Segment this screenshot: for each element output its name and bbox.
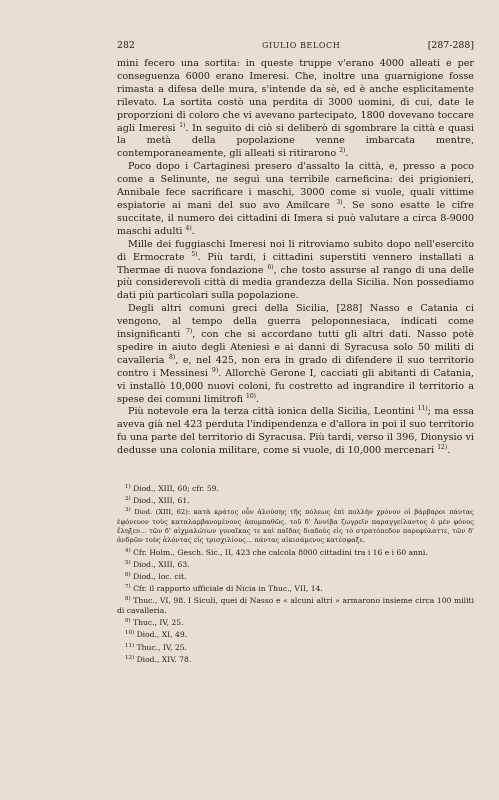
footnote: [117, 582, 474, 594]
text-run: , che tosto assurse al rango di una delle più considerevoli città di media grandezza della Sicilia. Non possediamo dati più particolari sulla popolazione.: [117, 264, 475, 302]
footnote: [117, 653, 474, 665]
text-run: , con che si accordano tutti gli altri dati. Nasso potè spedire in aiuto degli Ateniesi e ai danni di Syracusa solo 50 militi di cavalleria: [117, 329, 474, 366]
footnote-ref[interactable]: 2): [339, 147, 346, 155]
text-run: .: [191, 225, 195, 237]
footnote-mark: 11): [125, 642, 135, 649]
text-run: Poco dopo i Cartaginesi presero d'assalto la città, e, presso a poco come a Selinunte, ne seguì una terribile carneficina: dei prigionieri, Annibale fece sacrificare i maschi, 3000 come si vuole, quali vittime espiatorie ai mani del suo avo Amilcare: [117, 161, 474, 211]
text-run: , e, nel 425, non era in grado di difendere il suo territorio contro i Messinesi: [117, 354, 474, 379]
text-run: ; ma essa aveva già nel 423 perduta l'indipendenza e d'allora in poi il suo territorio fu una parte del territorio di Syracusa. Più tardi, verso il 396, Dionysio vi dedusse una colonia militare, come si vuole, di 10,000 mercenari: [117, 406, 474, 457]
footnote-text: Thuc., IV, 25.: [130, 618, 184, 628]
footnote-ref[interactable]: 11): [417, 405, 428, 413]
text-run: mini fecero una sortita: in queste truppe v'erano 4000 alleati e per conseguenza 6000 erano Imeresi. Che, inoltre una guarnigione fosse rimasta a difesa delle mura, s'intende da sè, ed è anche esplicitamente rilevato. La sortita costò una perdita di 3000 uomini, di cui, date le proporzioni di coloro che vi avevano partecipato, 1800 dovevano toccare agli Imeresi: [117, 58, 474, 134]
footnote: [117, 641, 474, 653]
footnote-ref[interactable]: 3): [336, 198, 343, 206]
text-run: . Se sono esatte le cifre succitate, il numero dei cittadini di Imera si può valutare a circa 8-9000 maschi adulti: [117, 199, 474, 237]
footnote-mark: 9): [125, 618, 131, 625]
footnotes: [117, 482, 474, 665]
paragraph: [117, 406, 474, 458]
footnote-mark: 3): [125, 507, 131, 514]
footnote-text: Cfr. il rapporto ufficiale di Nicia in Thuc., VII, 14.: [130, 584, 323, 594]
footnote: [117, 594, 474, 616]
footnote-text: Diod., XIII, 63.: [130, 559, 190, 569]
footnote-mark: 7): [125, 584, 131, 591]
footnote-ref[interactable]: 8): [169, 353, 176, 361]
footnote: [117, 616, 474, 628]
footnote-ref[interactable]: 5): [191, 250, 198, 258]
footnote-mark: 1): [125, 484, 131, 490]
paragraph: [117, 161, 474, 238]
footnote-text: Diod., XIV. 78.: [134, 654, 192, 664]
footnote-text: Diod., loc. cit.: [130, 572, 187, 581]
running-title: GIULIO BELOCH: [262, 41, 341, 50]
text-run: . Allorchè Gerone I, cacciati gli abitanti di Catania, vi installò 10,000 nuovi coloni, fu costretto ad ingrandire il territorio a spese dei comuni limitrofi: [117, 367, 474, 405]
footnote-ref[interactable]: 12): [437, 444, 448, 452]
footnote-text: Diod., XIII, 60; cfr. 59.: [130, 484, 219, 493]
footnote: [117, 494, 474, 506]
footnote: [117, 558, 474, 570]
footnote: [117, 570, 474, 582]
footnote-text: Diod., XIII, 61.: [130, 496, 190, 506]
footnote: [117, 546, 474, 558]
text-run: Mille dei fuggiaschi Imeresi noi li ritroviamo subito dopo nell'esercito di Ermocrate: [117, 238, 474, 263]
footnote-mark: 6): [125, 572, 131, 578]
footnote-text: Thuc., IV, 25.: [134, 642, 187, 652]
footnote-ref[interactable]: 10): [246, 392, 257, 400]
text-run: Più notevole era la terza città ionica della Sicilia, Leontini: [128, 406, 418, 418]
footnote-mark: 4): [125, 547, 131, 554]
paragraph: [117, 58, 474, 161]
footnote-mark: 8): [125, 596, 131, 603]
footnote-ref[interactable]: 1): [179, 121, 186, 129]
footnote-mark: 5): [125, 559, 131, 566]
footnote-mark: 2): [125, 496, 131, 503]
footnote-text: Diod., XI, 49.: [134, 630, 188, 640]
paragraph: [117, 239, 474, 304]
footnote: [117, 628, 474, 640]
footnote-mark: 12): [125, 654, 135, 661]
text-run: . In seguito di ciò si deliberò di sgombrare la città e quasi la metà della popolazione venne imbarcata mentre, contemporaneamente, gli alleati si ritirarono: [117, 122, 474, 160]
footnote-ref[interactable]: 4): [185, 224, 192, 232]
footnote-text: Thuc., VI, 98. I Siculi, quei di Nasso e « alcuni altri » armarono insieme circa 100 militi di cavalleria.: [117, 596, 474, 616]
footnote-text: Cfr. Holm., Gesch. Sic., II, 423 che calcola 8000 cittadini tra i 16 e i 60 anni.: [130, 547, 428, 557]
footnote-ref[interactable]: 9): [212, 366, 219, 374]
text-run: .: [345, 148, 349, 160]
text-run: .: [447, 445, 451, 457]
footnote: [117, 506, 474, 546]
footnote-mark: 10): [125, 630, 135, 637]
main-text: [117, 58, 474, 458]
text-run: .: [256, 393, 260, 405]
footnote-text: Diod. (XIII, 62): κατὰ κράτος οὖν ἁλούσης τῆς πόλεως ἐπὶ πολλὴν χρόνον οἱ βάρβαροι πάντας ἐφόνευον τοὺς καταλαμβανομένους ἀσυμπαθῶς. τοῦ δ' Ἀννίβα ζωγρεῖν παραγγείλαντος ὁ μὲν φόνος ἔληξεν... τῶν δ' αἰχμαλώτων γυναῖκας τε καὶ παῖδας διαδοὺς εἰς τὸ στρατόπεδον παρεφύλαττε, τῶν δ' ἀνδρῶν τοὺς ἁλόντας εἰς τρισχιλίους... πάντας αἰκισάμενος κατέσφαξε.: [117, 508, 474, 545]
text-run: Degli altri comuni greci della Sicilia, [288] Nasso e Catania ci vengono, al tempo della guerra peloponnesiaca, indicati come insignificanti: [117, 303, 474, 341]
page-range: [287-288]: [427, 40, 474, 51]
footnote-ref[interactable]: 6): [267, 263, 274, 271]
text-run: . Più tardi, i cittadini superstiti vennero installati a Thermae di nuova fondazione: [117, 251, 475, 276]
footnote-ref[interactable]: 7): [186, 328, 193, 336]
page-number: 282: [117, 40, 135, 51]
paragraph: [117, 303, 474, 406]
footnote: [117, 482, 474, 494]
